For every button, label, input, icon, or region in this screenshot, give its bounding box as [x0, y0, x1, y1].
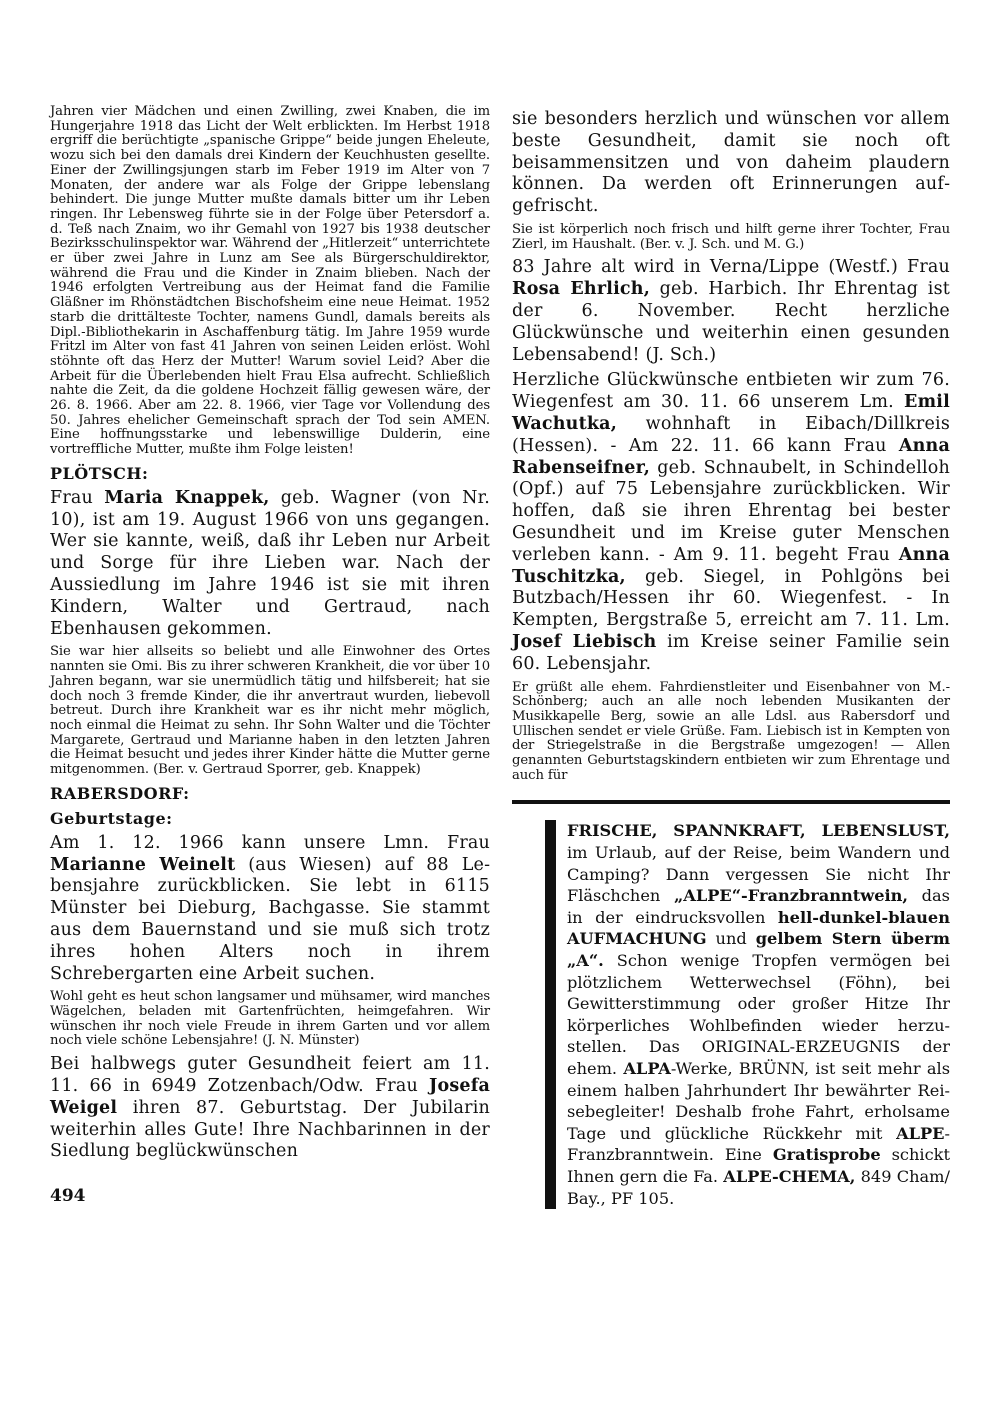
text-run: schickt Ihnen gern die Fa.	[567, 1145, 950, 1186]
heading-ploetsch: PLÖTSCH:	[50, 463, 149, 483]
paragraph-weigel-report	[512, 223, 950, 252]
text-run: und	[706, 929, 756, 949]
text-run: Schon wenige Tropfen vermögen bei plötzlichem Wetterwechsel (Föhn), bei Gewitterstimmung oder großer Hitze Ihr körperliches Wohlbefinden wieder herzustellen. Das ORIGINAL-ERZEUGNIS der ehem.	[567, 951, 950, 1078]
bold-text-run: Josefa Weigel	[50, 1075, 490, 1118]
bold-text-run: Josef Liebisch	[512, 631, 657, 652]
bold-text-run: gelbem Stern überm „A“.	[567, 929, 950, 971]
bold-text-run: hell-dunkel-blauen AUFMACHUNG	[567, 907, 950, 949]
text-run: Sie war hier allseits so beliebt und alle Einwohner des Ortes nannten sie Omi. Bis zu ihrer schweren Krankheit, die vor über 10 Jahren begann, war sie unermüdlich tätig und hilfsbereit; hat sie doch noch 3 fremde Kinder, die ihr anvertraut wurden, liebevoll betreut. Durch ihre Krankheit war es ihr nicht mehr möglich, noch einmal die Heimat zu sehn. Ihr Sohn Walter und die Töchter Margarete, Gertraud und Marianne haben in den letzten Jahren die Heimat besucht und jedes ihrer Kinder hätte die Mutter gerne mitgenommen. (Ber. v. Gertraud Sporrer, geb. Knappek)	[50, 644, 490, 778]
text-run: -Werke, BRÜNN, ist seit mehr als einem halben Jahrhundert Ihr bewährter Reisebegleiter! Deshalb frohe Fahrt, erholsame Tage und glückliche Rückkehr mit	[567, 1058, 950, 1143]
heading-geburtstage: Geburtstage:	[50, 808, 173, 828]
bold-text-run: Anna Rabenseifner,	[512, 435, 950, 478]
text-run: 849 Cham/ Bay., PF 105.	[567, 1166, 950, 1208]
text-run: geb. Harbich. Ihr Ehrentag ist der 6. November. Recht herzliche Glückwünsche und weiterhin einen gesunden Lebensabend! (J. Sch.)	[512, 279, 950, 365]
text-run: Er grüßt alle ehem. Fahrdienstleiter und Eisenbahner von M.-Schönberg; auch an alle noch lebenden Musikanten der Musikkapelle Berg, sowie an alle Ldsl. aus Rabersdorf und Ullischen sendet er viele Grüße. Fam. Liebisch ist in Kempten von der Striegelstraße in die Bergstraße umgezogen! — Allen genannten Geburtstagskindern entbieten wir zum Ehrentage und auch für	[512, 679, 950, 783]
right-column	[512, 107, 950, 1209]
paragraph-birthdays	[512, 370, 950, 675]
text-run: Herzliche Glückwünsche entbieten wir zum 76. Wiegenfest am 30. 11. 66 unserem Lm.	[512, 370, 950, 413]
bold-text-run: ALPE	[896, 1123, 945, 1143]
text-run: 83 Jahre alt wird in Verna/Lippe (Westf.) Frau	[512, 257, 950, 278]
text-run: sie besonders herzlich und wünschen vor allem beste Gesundheit, damit sie noch oft beisammensitzen und von daheim plaudern können. Da werden oft Erinnerungen aufgefrischt.	[512, 109, 950, 217]
bold-text-run: Rosa Ehrlich,	[512, 279, 651, 300]
text-run: das in der eindrucksvollen	[567, 886, 950, 927]
paragraph-weinelt	[50, 833, 490, 986]
bold-text-run: FRISCHE, SPANNKRAFT, LEBENSLUST,	[567, 821, 950, 841]
paragraph-ehrlich	[512, 257, 950, 366]
text-run: wohnhaft in Eibach/Dillkreis (Hessen). - Am 22. 11. 66 kann Frau	[512, 413, 950, 456]
paragraph-knappek	[50, 488, 490, 641]
bold-text-run: Maria Knappek,	[104, 487, 270, 508]
text-run: (aus Wiesen) auf 88 Lebensjahre zurückblicken. Sie lebt in 6115 Münster bei Dieburg, Bachgasse. Sie stammt aus dem Bauernstand und sie muß sich trotz ihres hohen Alters noch in ihrem Schrebergarten eine Arbeit suchen.	[50, 854, 491, 984]
text-run: ihren 87. Geburtstag. Der Jubilarin weiterhin alles Gute! Ihre Nachbarinnen in der Siedlung beglückwünschen	[50, 1097, 490, 1162]
heading-rabersdorf: RABERSDORF:	[50, 783, 190, 803]
page-number: 494	[50, 1186, 86, 1207]
bold-text-run: Marianne Weinelt	[50, 854, 236, 875]
bold-text-run: Anna Tuschitzka,	[512, 544, 950, 587]
bold-text-run: „ALPE“-Franzbranntwein,	[673, 886, 909, 906]
text-run: Frau	[50, 487, 105, 508]
text-run: geb. Siegel, in Pohlgöns bei Butzbach/Hessen ihr 60. Wiegenfest. - In Kempten, Bergstraße 5, erreicht am 7. 11. Lm.	[512, 566, 950, 631]
divider-rule	[512, 800, 950, 804]
text-run: Am 1. 12. 1966 kann unsere Lmn. Frau	[50, 832, 490, 853]
text-run: Jahren vier Mädchen und einen Zwilling, zwei Knaben, die im Hungerjahre 1918 das Licht der Welt erblickten. Im Herbst 1918 ergriff die berüchtigte „spanische Grippe“ beide jungen Eheleute, wozu sich bei den damals drei Kindern der Keuchhusten gesellte. Einer der Zwillingsjungen starb im Feber 1919 im Alter von 7 Monaten, der andere war als Folge der Grippe lebenslang behindert. Die junge Mutter mußte damals bitter um ihr Leben ringen. Ihr Lebensweg führte sie in der Folge über Petersdorf a. d. Teß nach Znaim, wo ihr Gemahl von 1927 bis 1938 deutscher Bezirksschulinspektor war. Während der „Hitlerzeit“ unterrichtete er über zwei Jahre in Lunz am See als Bürgerschuldirektor, während die Frau und die Kinder in Znaim blieben. Nach der 1946 erfolgten Vertreibung aus der Heimat fand die Familie Gläßner im Rhönstädtchen Bischofsheim eine neue Heimat. 1952 starb die drittälteste Tochter, namens Gundl, damals bereits als Dipl.-Bibliothekarin in Aschaffenburg tätig. Im Jahre 1959 wurde Fritzl im Alter von fast 41 Jahren von seinen Leiden erlöst. Wohl stöhnte oft das Herz der Mutter! Warum soviel Leid? Aber die Arbeit für die Überlebenden hielt Frau Elsa aufrecht. Schließlich nahte die Zeit, da die goldene Hochzeit fällig gewesen wäre, der 26. 8. 1966. Aber am 22. 8. 1966, vier Tage vor Vollendung des 50. Jahres ehelicher Gemeinschaft sprach der Tod sein AMEN. Eine hoffnungsstarke und lebenswillige Dulderin, eine vortreffliche Mutter, mußte ihm Folge leisten!	[50, 104, 490, 458]
text-run: Sie ist körperlich noch frisch und hilft gerne ihrer Tochter, Frau Zierl, im Haushalt. (Ber. v. J. Sch. und M. G.)	[512, 221, 950, 252]
bold-text-run: ALPA	[623, 1058, 671, 1078]
advertisement-bar	[545, 820, 950, 1209]
text-run: geb. Wagner (von Nr. 10), ist am 19. August 1966 von uns gegangen. Wer sie kannte, weiß, daß ihr Leben nur Arbeit und Sorge für ihre Lieben war. Nach der Aussiedlung im Jahre 1946 ist sie mit ihren Kindern, Walter und Gertraud, nach Ebenhausen gekommen.	[50, 487, 490, 639]
text-run: im Kreise seiner Familie sein 60. Lebensjahr.	[512, 631, 950, 674]
text-run: Bei halbwegs guter Gesundheit feiert am 11. 11. 66 in 6949 Zotzenbach/Odw. Frau	[50, 1054, 490, 1096]
left-column	[50, 102, 490, 1207]
text-run: -Franzbranntwein. Eine	[567, 1123, 950, 1165]
bold-text-run: Gratisprobe	[772, 1145, 881, 1165]
text-run: geb. Schnaubelt, in Schindelloh (Opf.) auf 75 Lebensjahre zurückblicken. Wir hoffen, daß sie ihren Ehrentag bei bester Gesundheit und im Kreise guter Menschen verleben kann. - Am 9. 11. begeht Frau	[512, 457, 950, 565]
text-run: im Urlaub, auf der Reise, beim Wandern und Camping? Dann vergessen Sie nicht Ihr Fläschchen	[567, 843, 950, 906]
bold-text-run: Emil Wachutka,	[512, 392, 950, 434]
paragraph-glaessner-obituary	[50, 105, 490, 458]
bold-text-run: ALPE-CHEMA,	[723, 1166, 856, 1186]
text-run: Wohl geht es heut schon langsamer und mühsamer, wird manches Wägelchen, beladen mit Gartenfrüchten, heimgefahren. Wir wünschen ihr noch viele Freude in ihrem Garten und vor allem noch viele schöne Lebensjahre! (J. N. Münster)	[50, 989, 490, 1049]
paragraph-weigel-cont	[512, 109, 950, 218]
paragraph-weigel	[50, 1054, 490, 1163]
advertisement-alpe	[567, 820, 950, 1209]
paragraph-weinelt-note	[50, 990, 490, 1049]
paragraph-knappek-report	[50, 645, 490, 777]
paragraph-liebisch-greetings	[512, 681, 950, 784]
